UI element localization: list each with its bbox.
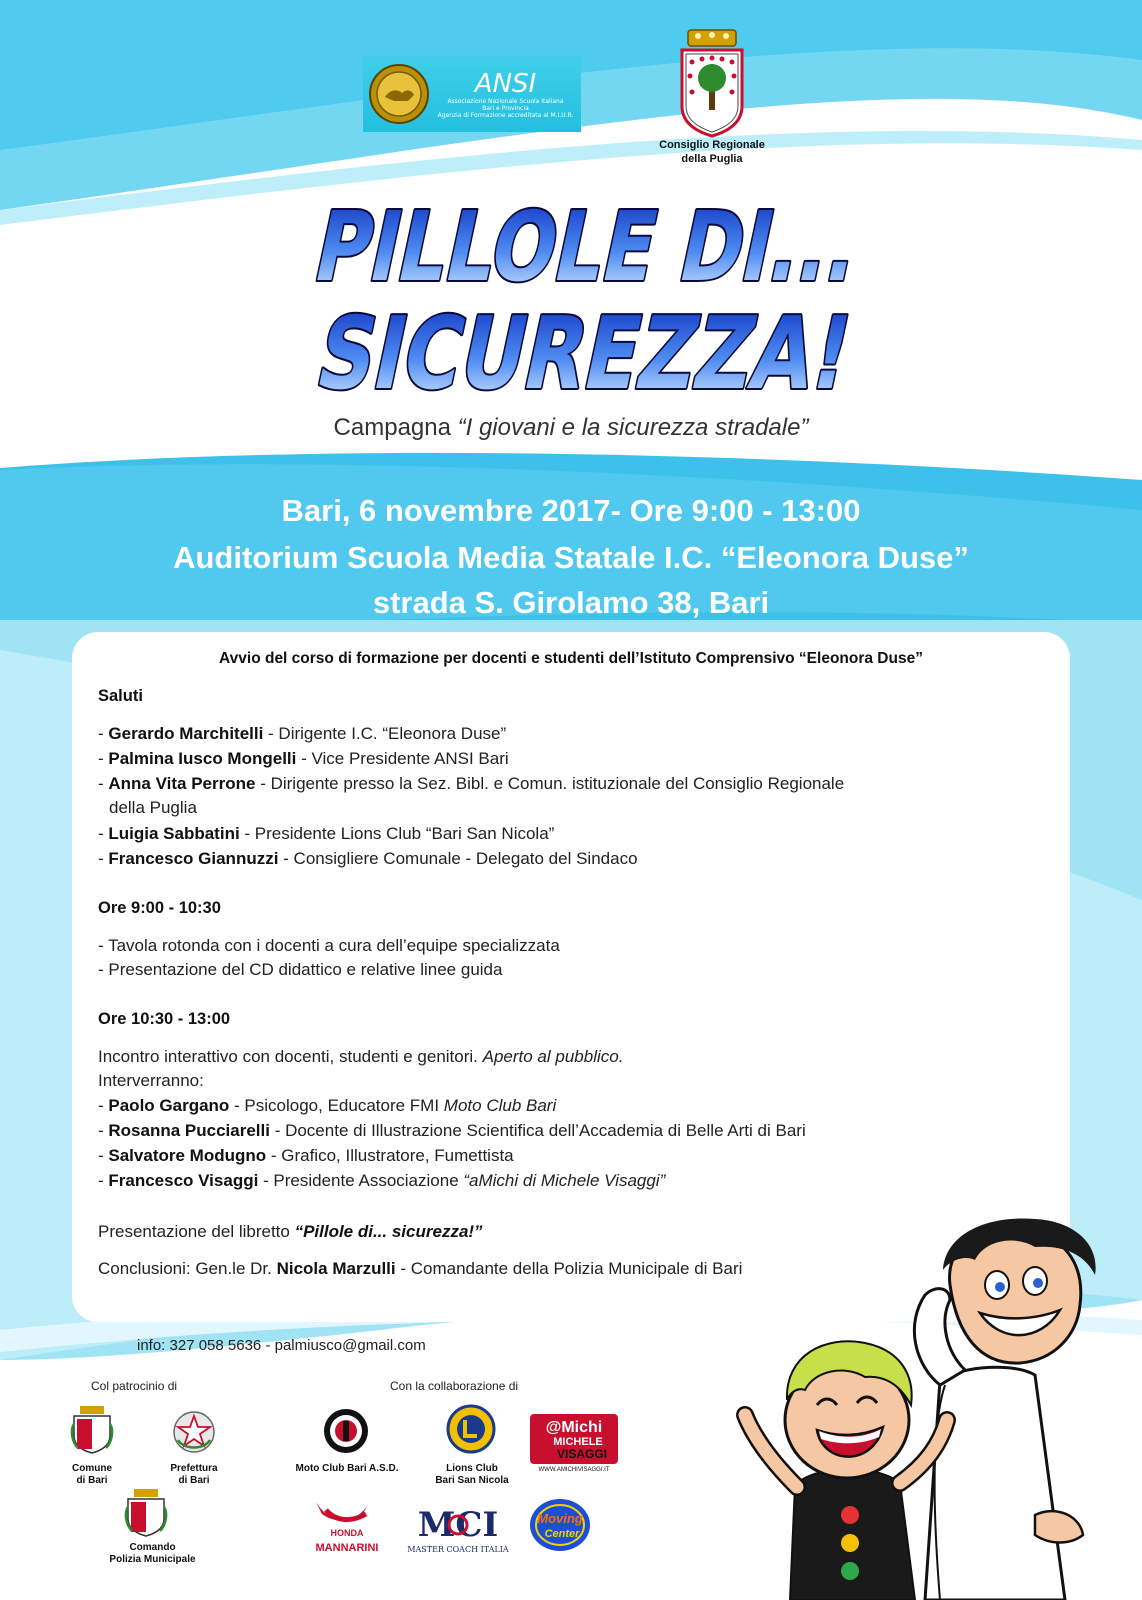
region-caption-line: Consiglio Regionale xyxy=(659,139,765,151)
subtitle-prefix: Campagna xyxy=(333,414,458,441)
mannarini-text: MANNARINI xyxy=(315,1542,379,1554)
ansi-name: ANSI xyxy=(474,68,537,99)
speaker-name: Salvatore Modugno xyxy=(108,1146,267,1165)
greeting-name: Francesco Giannuzzi xyxy=(108,849,279,868)
moving-center-logo-icon xyxy=(528,1497,592,1553)
patron-line: Polizia Municipale xyxy=(109,1554,196,1565)
greeting-role: - Dirigente I.C. “Eleonora Duse” xyxy=(263,724,507,743)
amichi-logo-url: WWW.AMICHIVISAGGI.IT xyxy=(538,1467,610,1473)
ansi-seal-icon xyxy=(368,63,430,125)
ansi-line: Agenzia di Formazione accreditata al M.I.U.R. xyxy=(437,111,574,119)
region-caption xyxy=(645,138,779,166)
title-line-1: PILLOLE DI... xyxy=(305,190,1021,303)
speaker-role: - Psicologo, Educatore FMI xyxy=(229,1096,444,1115)
greeting-name: Gerardo Marchitelli xyxy=(108,724,264,743)
session-1-heading: Ore 9:00 - 10:30 xyxy=(98,899,221,917)
event-venue: Auditorium Scuola Media Statale I.C. “Eleonora Duse” xyxy=(173,540,969,575)
speaker-name: Rosanna Pucciarelli xyxy=(108,1121,270,1140)
greeting-item: - Francesco Giannuzzi - Consigliere Comunale - Delegato del Sindaco xyxy=(98,849,638,868)
partner-caption xyxy=(431,1463,513,1487)
ansi-line: Associazione Nazionale Scuola Italiana xyxy=(447,97,564,105)
speaker-item: - Paolo Gargano - Psicologo, Educatore FMI Moto Club Bari xyxy=(98,1096,557,1115)
speaker-item: - Salvatore Modugno - Grafico, Illustratore, Fumettista xyxy=(98,1146,514,1165)
session-2-intro-text: Incontro interattivo con docenti, studenti e genitori. xyxy=(98,1047,483,1066)
patron-line: Comando xyxy=(129,1542,176,1553)
speaker-item: - Francesco Visaggi - Presidente Associazione “aMichi di Michele Visaggi” xyxy=(98,1171,666,1190)
greeting-role: - Vice Presidente ANSI Bari xyxy=(296,749,509,768)
patron-line: Comune xyxy=(72,1463,112,1474)
speaker-role-italic: “aMichi di Michele Visaggi” xyxy=(463,1171,666,1190)
cartoon-characters-illustration xyxy=(735,1215,1140,1600)
region-caption-line: della Puglia xyxy=(681,153,743,165)
conclusion-prefix: Conclusioni: Gen.le Dr. xyxy=(98,1259,277,1278)
conclusion-name: Nicola Marzulli xyxy=(276,1259,396,1278)
partner-line: Moto Club Bari A.S.D. xyxy=(295,1463,399,1474)
amichi-visaggi-logo-icon xyxy=(528,1412,620,1472)
title-line-2: SICUREZZA! xyxy=(307,295,1010,412)
polizia-municipale-crest-icon xyxy=(124,1487,168,1537)
greeting-item: - Anna Vita Perrone - Dirigente presso la Sez. Bibl. e Comun. istituzionale del Consiglio Regionale xyxy=(98,774,845,793)
session-1-item: - Tavola rotonda con i docenti a cura dell’equipe specializzata xyxy=(98,936,560,955)
mci-logo-text: MCI xyxy=(417,1505,499,1545)
lions-club-logo-icon xyxy=(446,1404,496,1454)
greeting-continuation: della Puglia xyxy=(109,798,197,817)
patron-caption xyxy=(157,1463,231,1487)
partner-line: Bari San Nicola xyxy=(435,1475,509,1486)
speaker-role-italic: Moto Club Bari xyxy=(443,1096,557,1115)
honda-mannarini-logo-icon xyxy=(308,1496,386,1556)
moto-club-bari-logo-icon xyxy=(322,1407,370,1455)
greetings-heading: Saluti xyxy=(98,687,143,705)
patron-line: Prefettura xyxy=(170,1463,218,1474)
greeting-role: - Consigliere Comunale - Delegato del Sindaco xyxy=(278,849,638,868)
speaker-name: Paolo Gargano xyxy=(108,1096,230,1115)
booklet-text: Presentazione del libretto xyxy=(98,1222,295,1241)
session-2-heading: Ore 10:30 - 13:00 xyxy=(98,1010,231,1028)
moving-text: Moving xyxy=(537,1511,583,1526)
greeting-name: Palmina Iusco Mongelli xyxy=(108,749,297,768)
subtitle-campaign-name: “I giovani e la sicurezza stradale” xyxy=(457,414,809,441)
speaker-item: - Rosanna Pucciarelli - Docente di Illustrazione Scientifica dell’Accademia di Belle Arti di Bari xyxy=(98,1121,806,1140)
puglia-crest-icon xyxy=(678,26,746,138)
patronage-label: Col patrocinio di xyxy=(91,1379,178,1393)
partner-caption xyxy=(288,1463,406,1475)
session-2-intro-italic: Aperto al pubblico. xyxy=(482,1047,624,1066)
session-1-item: - Presentazione del CD didattico e relative linee guida xyxy=(98,960,503,979)
greeting-item: - Palmina Iusco Mongelli - Vice Presidente ANSI Bari xyxy=(98,749,509,768)
speaker-role: - Docente di Illustrazione Scientifica dell’Accademia di Belle Arti di Bari xyxy=(269,1121,806,1140)
comune-bari-crest-icon xyxy=(70,1404,114,1454)
center-text: Center xyxy=(544,1528,580,1540)
greeting-role: - Dirigente presso la Sez. Bibl. e Comun. istituzionale del Consiglio Regionale xyxy=(255,774,845,793)
poster-title xyxy=(280,188,1021,413)
booklet-title: “Pillole di... sicurezza!” xyxy=(294,1222,483,1241)
contact-info: info: 327 058 5636 - palmiusco@gmail.com xyxy=(137,1337,426,1354)
campaign-subtitle xyxy=(0,414,1142,442)
speaker-role: - Presidente Associazione xyxy=(258,1171,464,1190)
partner-line: Lions Club xyxy=(446,1463,498,1474)
event-address: strada S. Girolamo 38, Bari xyxy=(372,585,770,620)
amichi-logo-line: MICHELE xyxy=(553,1436,603,1448)
greeting-name: Luigia Sabbatini xyxy=(108,824,240,843)
greeting-name: Anna Vita Perrone xyxy=(108,774,256,793)
booklet-presentation xyxy=(98,1222,483,1242)
greeting-item: - Luigia Sabbatini - Presidente Lions Club “Bari San Nicola” xyxy=(98,824,555,843)
italian-republic-emblem-icon xyxy=(172,1410,216,1454)
session-2-intro xyxy=(98,1047,623,1067)
event-date-time: Bari, 6 novembre 2017- Ore 9:00 - 13:00 xyxy=(281,493,861,528)
collaboration-label: Con la collaborazione di xyxy=(390,1379,519,1393)
conclusion xyxy=(98,1259,742,1279)
amichi-logo-line: @Michi xyxy=(545,1419,603,1436)
patron-caption xyxy=(55,1463,129,1487)
patron-line: di Bari xyxy=(178,1475,210,1486)
mci-caption: MASTER COACH ITALIA xyxy=(407,1545,509,1554)
greeting-role: - Presidente Lions Club “Bari San Nicola” xyxy=(239,824,555,843)
conclusion-role: - Comandante della Polizia Municipale di Bari xyxy=(395,1259,743,1278)
greeting-item: - Gerardo Marchitelli - Dirigente I.C. “Eleonora Duse” xyxy=(98,724,507,743)
honda-text: HONDA xyxy=(330,1528,364,1538)
master-coach-italia-logo-icon xyxy=(408,1500,508,1556)
amichi-logo-line: VISAGGI xyxy=(556,1447,608,1461)
patron-line: di Bari xyxy=(76,1475,108,1486)
program-intro: Avvio del corso di formazione per docenti e studenti dell’Istituto Comprensivo “Eleonora Duse” xyxy=(219,650,923,667)
speaker-name: Francesco Visaggi xyxy=(108,1171,259,1190)
ansi-line: Bari e Provincia xyxy=(482,104,529,112)
speakers-label: Interverranno: xyxy=(98,1071,204,1090)
ansi-logo xyxy=(363,56,581,132)
patron-caption xyxy=(95,1542,210,1566)
speaker-role: - Grafico, Illustratore, Fumettista xyxy=(266,1146,514,1165)
